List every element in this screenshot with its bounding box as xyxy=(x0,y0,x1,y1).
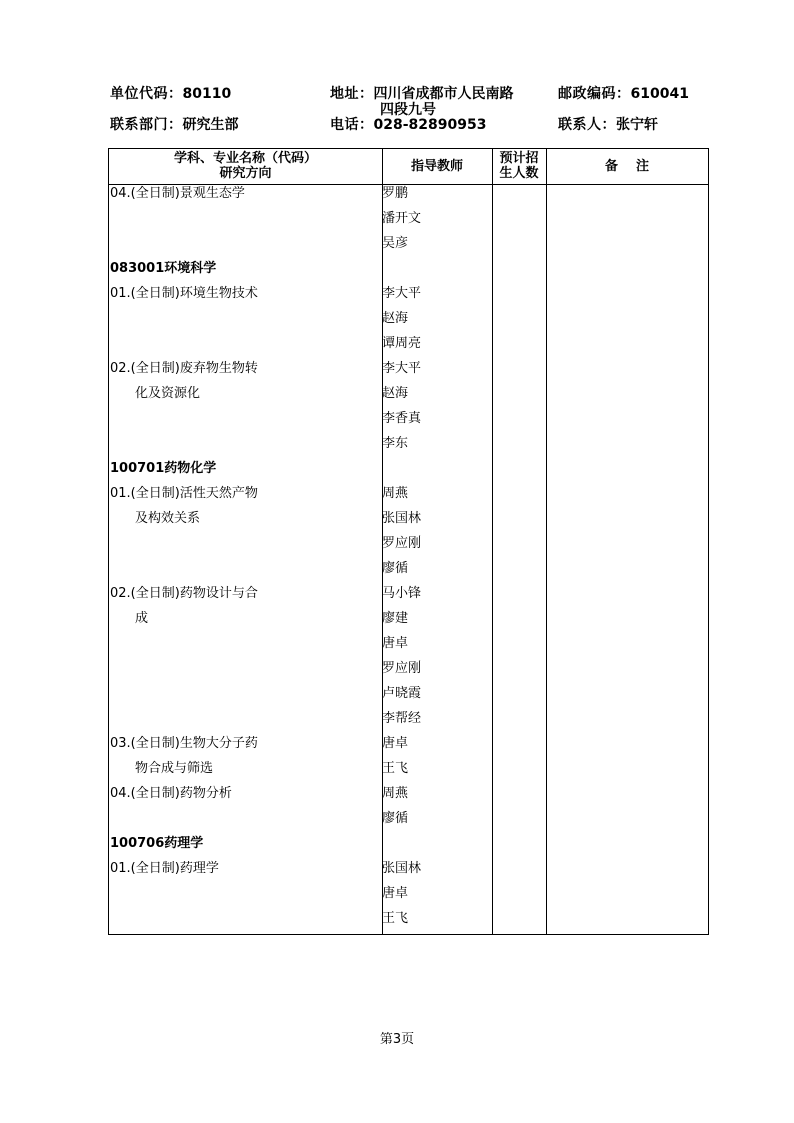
postal-code xyxy=(558,86,689,103)
advisor-name: 李大平 xyxy=(382,286,422,301)
phone xyxy=(330,117,486,134)
column-header-remarks: 备 注 xyxy=(604,159,650,174)
advisor-name: 李大平 xyxy=(382,361,422,376)
column-header-quota-line2: 生人数 xyxy=(499,166,539,181)
research-direction: 01.(全日制)环境生物技术 xyxy=(110,286,258,301)
discipline-heading: 100706药理学 xyxy=(110,836,204,851)
advisor-name: 李东 xyxy=(382,436,409,451)
advisor-name: 唐卓 xyxy=(382,736,409,751)
advisor-name: 廖循 xyxy=(382,811,409,826)
advisor-name: 潘开文 xyxy=(382,211,422,226)
unit-code-value: 80110 xyxy=(182,86,232,102)
research-direction: 化及资源化 xyxy=(135,386,201,401)
unit-code-label: 单位代码： xyxy=(110,86,183,102)
research-direction: 及构效关系 xyxy=(135,511,201,526)
advisor-name: 唐卓 xyxy=(382,636,409,651)
advisor-name: 马小锋 xyxy=(382,586,422,601)
research-direction: 04.(全日制)药物分析 xyxy=(110,786,232,801)
advisor-name: 廖建 xyxy=(382,611,409,626)
advisor-name: 李帮经 xyxy=(382,711,422,726)
address-line1: 四川省成都市人民南路 xyxy=(373,86,514,102)
research-direction: 02.(全日制)废弃物生物转 xyxy=(110,361,258,376)
advisor-name: 周燕 xyxy=(382,486,409,501)
advisor-name: 卢晓霞 xyxy=(382,686,422,701)
contact-dept-value: 研究生部 xyxy=(182,117,239,133)
advisor-name: 吴彦 xyxy=(382,236,409,251)
advisor-name: 周燕 xyxy=(382,786,409,801)
advisor-name: 赵海 xyxy=(382,386,409,401)
column-divider xyxy=(492,149,493,934)
postal-code-label: 邮政编码： xyxy=(558,86,631,102)
column-header-subject-line2: 研究方向 xyxy=(219,166,272,181)
column-divider xyxy=(546,149,547,934)
research-direction: 01.(全日制)药理学 xyxy=(110,861,219,876)
column-header-subject xyxy=(109,151,382,181)
contact-person-label: 联系人： xyxy=(558,117,616,133)
advisor-name: 廖循 xyxy=(382,561,409,576)
advisor-name: 李香真 xyxy=(382,411,422,426)
research-direction: 01.(全日制)活性天然产物 xyxy=(110,486,258,501)
research-direction: 成 xyxy=(135,611,149,626)
address-label: 地址： xyxy=(330,86,374,102)
contact-dept xyxy=(110,117,239,134)
research-direction: 03.(全日制)生物大分子药 xyxy=(110,736,258,751)
advisor-name: 罗应刚 xyxy=(382,661,422,676)
advisor-name: 赵海 xyxy=(382,311,409,326)
page-number: 第3页 xyxy=(379,1032,415,1047)
contact-person xyxy=(558,117,658,134)
research-direction: 物合成与筛选 xyxy=(135,761,214,776)
phone-value: 028-82890953 xyxy=(373,117,487,133)
column-header-quota-line1: 预计招 xyxy=(499,151,539,166)
address xyxy=(330,86,514,103)
advisor-name: 王飞 xyxy=(382,911,409,926)
discipline-heading: 100701药物化学 xyxy=(110,461,217,476)
advisor-name: 唐卓 xyxy=(382,886,409,901)
discipline-heading: 083001环境科学 xyxy=(110,261,217,276)
column-header-subject-line1: 学科、专业名称（代码） xyxy=(173,151,317,166)
advisor-name: 谭周亮 xyxy=(382,336,422,351)
advisor-name: 张国林 xyxy=(382,511,422,526)
advisor-name: 罗应刚 xyxy=(382,536,422,551)
advisor-name: 张国林 xyxy=(382,861,422,876)
postal-code-value: 610041 xyxy=(630,86,689,102)
contact-person-value: 张宁轩 xyxy=(616,117,658,133)
phone-label: 电话： xyxy=(330,117,374,133)
contact-dept-label: 联系部门： xyxy=(110,117,183,133)
address-line2: 四段九号 xyxy=(380,102,436,118)
column-header-quota xyxy=(492,151,546,181)
unit-code xyxy=(110,86,231,103)
research-direction: 04.(全日制)景观生态学 xyxy=(110,186,245,201)
advisor-name: 王飞 xyxy=(382,761,409,776)
column-header-advisor: 指导教师 xyxy=(410,159,463,174)
advisor-name: 罗鹏 xyxy=(382,186,409,201)
research-direction: 02.(全日制)药物设计与合 xyxy=(110,586,258,601)
